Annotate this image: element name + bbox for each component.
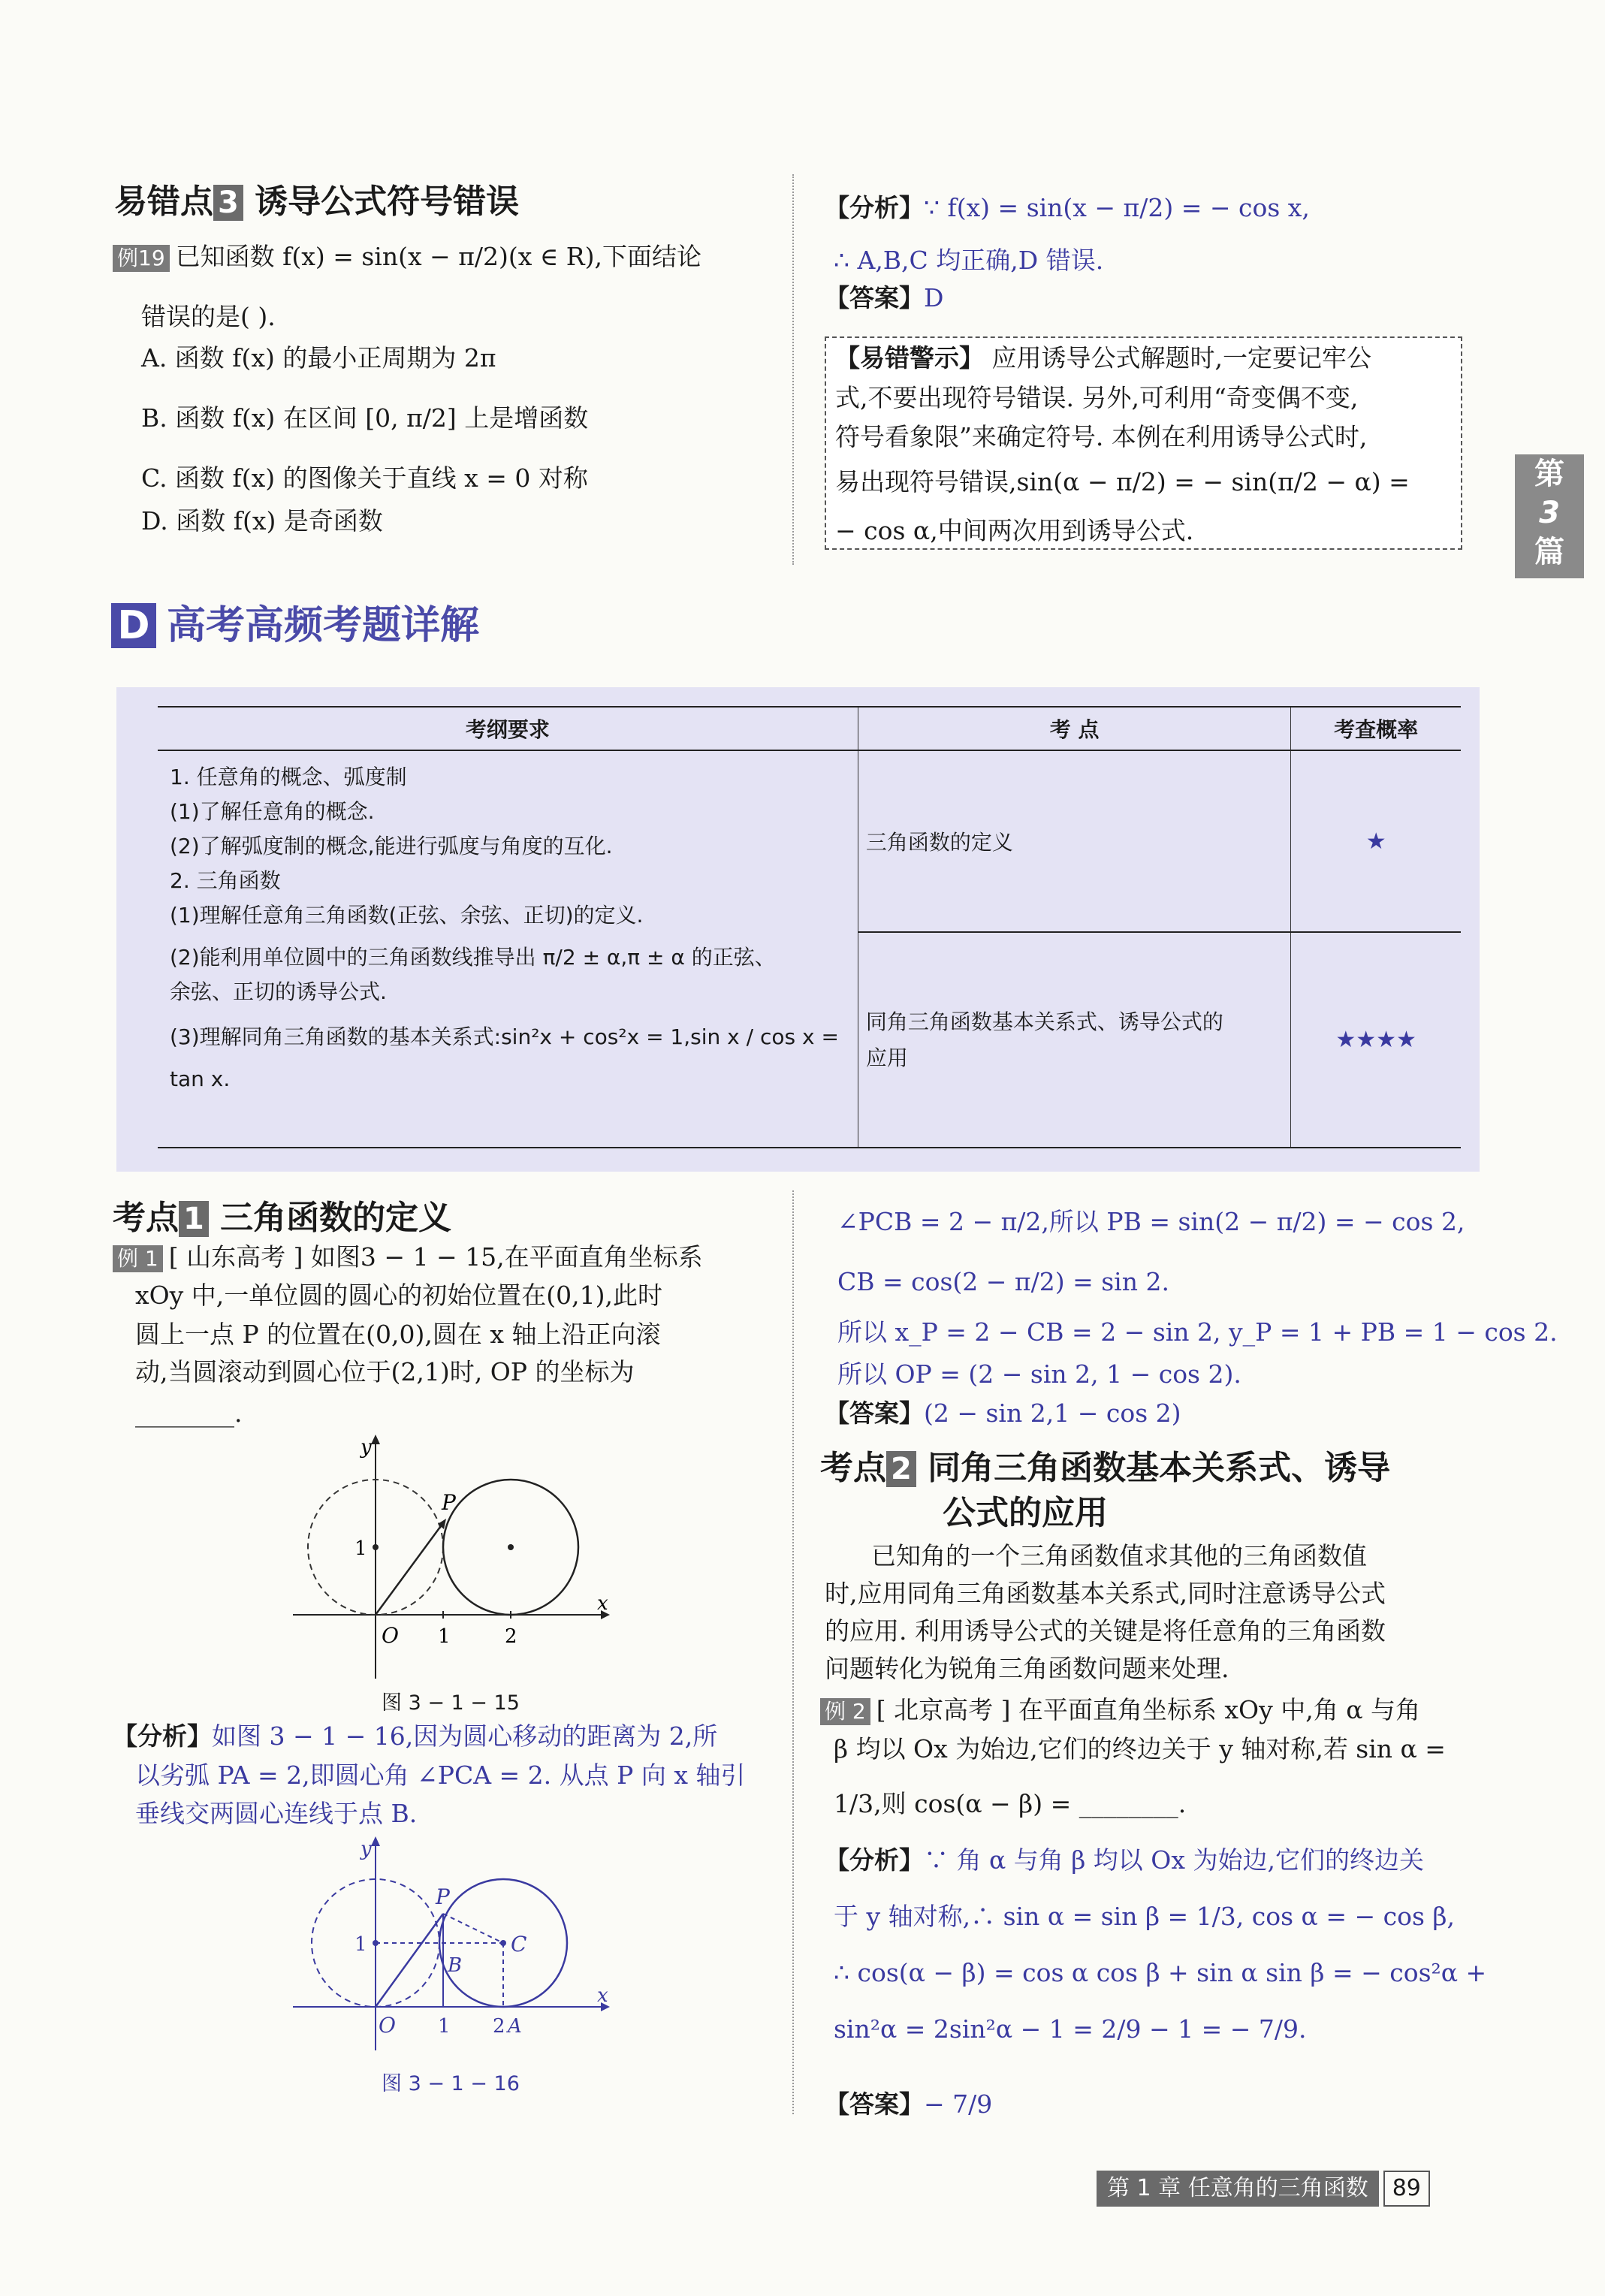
header-requirements: 考纲要求	[158, 707, 858, 750]
example-2-line3: 1/3,则 cos(α − β) = ________.	[834, 1789, 1187, 1818]
label-1-x: 1	[438, 1625, 451, 1648]
key-point-2-title-line1: 同角三角函数基本关系式、诱导	[928, 1449, 1391, 1487]
key-point-1-heading	[113, 1190, 451, 1239]
point-cell-2-line1: 同角三角函数基本关系式、诱导公式的	[865, 1009, 1223, 1034]
section-d-heading	[111, 593, 479, 650]
label-p: P	[442, 1490, 456, 1515]
example-19-tag: 例19	[113, 245, 170, 272]
tip-label: 【易错警示】	[835, 343, 984, 373]
page-footer	[1097, 2171, 1430, 2207]
example-19-option-c: C. 函数 f(x) 的图像关于直线 x = 0 对称	[141, 463, 588, 493]
point-cell-1: 三角函数的定义	[858, 750, 1290, 932]
label-1-y: 1	[354, 1537, 367, 1560]
error-point-heading	[114, 174, 519, 222]
probability-cell-2: ★★★★	[1291, 932, 1461, 1148]
syllabus-table	[158, 706, 1461, 1148]
example-19-analysis-line2: ∴ A,B,C 均正确,D 错误.	[834, 246, 1104, 275]
tip-line4: 易出现符号错误,sin(α − π/2) = − sin(π/2 − α) =	[835, 467, 1410, 496]
example-1-line5: ________.	[135, 1398, 243, 1428]
key-point-1-title: 三角函数的定义	[220, 1199, 452, 1237]
tip-text-1: 应用诱导公式解题时,一定要记牢公	[991, 343, 1371, 373]
example-2-analysis-line1	[825, 1844, 1424, 1877]
example-1-cont-line1: ∠PCB = 2 − π/2,所以 PB = sin(2 − π/2) = − cos 2,	[837, 1207, 1465, 1236]
syllabus-header-row	[158, 707, 1461, 750]
op-segment	[376, 1521, 445, 1615]
example-2-line2: β 均以 Ox 为始边,它们的终边关于 y 轴对称,若 sin α =	[834, 1734, 1446, 1763]
key-point-2-intro-line3: 的应用. 利用诱导公式的关键是将任意角的三角函数	[825, 1616, 1386, 1646]
example-2-answer	[825, 2088, 992, 2121]
label-o: O	[382, 1623, 399, 1648]
example-2-analysis-line4: sin²α = 2sin²α − 1 = 2/9 − 1 = − 7/9.	[834, 2014, 1307, 2044]
answer-label: 【答案】	[825, 283, 924, 312]
answer-label: 【答案】	[825, 2089, 924, 2119]
center-c-dot	[500, 1940, 506, 1946]
answer-value: D	[924, 283, 944, 312]
header-points: 考 点	[858, 707, 1290, 750]
example-19-answer	[825, 282, 943, 315]
figure-3-1-15	[285, 1431, 616, 1679]
example-19-analysis-line1	[825, 192, 1310, 225]
requirement-line: 2. 三角函数	[170, 868, 281, 893]
side-tab-line1: 第	[1534, 457, 1564, 491]
key-point-1-number: 1	[179, 1201, 209, 1237]
example-1-line4: 动,当圆滚动到圆心位于(2,1)时, OP 的坐标为	[135, 1357, 635, 1386]
example-1-tag: 例 1	[113, 1245, 163, 1272]
requirements-cell	[158, 750, 858, 1148]
figure-3-1-16-caption: 图 3 − 1 − 16	[382, 2072, 520, 2095]
y-axis-arrow	[371, 1836, 380, 1846]
analysis-text: 如图 3 − 1 − 16,因为圆心移动的距离为 2,所	[212, 1721, 718, 1751]
requirement-line: (1)理解任意角三角函数(正弦、余弦、正切)的定义.	[170, 903, 644, 928]
example-2-tag: 例 2	[820, 1698, 870, 1725]
example-19-stem-line2: 错误的是( ).	[141, 302, 276, 331]
label-y: y	[361, 1838, 372, 1860]
initial-center-dot	[373, 1940, 379, 1946]
label-p: P	[436, 1884, 450, 1909]
page-number: 89	[1383, 2171, 1430, 2207]
key-point-2-intro-line1: 已知角的一个三角函数值求其他的三角函数值	[871, 1541, 1367, 1570]
requirement-line: 余弦、正切的诱导公式.	[170, 979, 387, 1004]
example-1-cont-line4: 所以 OP = (2 − sin 2, 1 − cos 2).	[837, 1359, 1241, 1389]
key-point-2-heading	[820, 1441, 1390, 1489]
tip-line5: − cos α,中间两次用到诱导公式.	[835, 516, 1194, 545]
example-19-stem	[113, 240, 701, 273]
label-a: A	[508, 2015, 522, 2038]
tip-line1	[835, 342, 1371, 375]
tip-line2: 式,不要出现符号错误. 另外,可利用“奇变偶不变,	[835, 383, 1359, 412]
requirement-line: (2)能利用单位圆中的三角函数线推导出 π/2 ± α,π ± α 的正弦、	[170, 945, 776, 970]
example-1-line2: xOy 中,一单位圆的圆心的初始位置在(0,1),此时	[135, 1281, 663, 1310]
example-1-answer	[825, 1397, 1181, 1430]
label-x: x	[597, 1592, 608, 1615]
key-point-2-intro-line2: 时,应用同角三角函数基本关系式,同时注意诱导公式	[825, 1579, 1386, 1608]
pc-segment	[443, 1914, 503, 1943]
op-segment	[376, 1914, 443, 2007]
column-divider-top	[792, 174, 794, 565]
example-1-cont-line3: 所以 x_P = 2 − CB = 2 − sin 2, y_P = 1 + PB = 1 − cos 2.	[837, 1317, 1558, 1347]
section-d-box: D	[111, 603, 156, 648]
example-1-line1	[113, 1241, 703, 1274]
example-2-line1	[820, 1694, 1420, 1727]
label-1-x: 1	[438, 2015, 451, 2038]
key-point-2-title-line2: 公式的应用	[943, 1494, 1108, 1532]
requirement-line: tan x.	[170, 1067, 231, 1091]
side-tab-line2: 3	[1539, 496, 1560, 530]
example-2-analysis-line2: 于 y 轴对称,∴ sin α = sin β = 1/3, cos α = − cos β,	[834, 1902, 1455, 1931]
example-2-analysis-line3: ∴ cos(α − β) = cos α cos β + sin α sin β = − cos²α +	[834, 1958, 1487, 1987]
example-1-cont-line2: CB = cos(2 − π/2) = sin 2.	[837, 1267, 1169, 1296]
analysis-label: 【分析】	[825, 1845, 924, 1875]
y-axis-arrow	[371, 1435, 380, 1444]
label-c: C	[511, 1932, 527, 1957]
point-cell-2-line2: 应用	[865, 1045, 908, 1070]
answer-label: 【答案】	[825, 1398, 924, 1428]
analysis-text: ∵ 角 α 与角 β 均以 Ox 为始边,它们的终边关	[924, 1845, 1424, 1875]
syllabus-row	[158, 750, 1461, 932]
label-x: x	[597, 1984, 608, 2007]
figure-3-1-15-caption: 图 3 − 1 − 15	[382, 1691, 520, 1715]
example-1-analysis-line3: 垂线交两圆心连线于点 B.	[135, 1799, 418, 1828]
side-tab-line3: 篇	[1534, 535, 1564, 569]
example-1-analysis-line2: 以劣弧 PA = 2,即圆心角 ∠PCA = 2. 从点 P 向 x 轴引	[135, 1760, 746, 1790]
label-b: B	[448, 1954, 463, 1977]
example-2-text-1: [ 北京高考 ] 在平面直角坐标系 xOy 中,角 α 与角	[876, 1695, 1420, 1724]
label-1-y: 1	[354, 1933, 367, 1956]
rolled-center-dot	[508, 1544, 514, 1550]
example-1-line3: 圆上一点 P 的位置在(0,0),圆在 x 轴上沿正向滚	[135, 1320, 661, 1349]
error-point-number: 3	[213, 185, 243, 221]
analysis-label: 【分析】	[113, 1721, 212, 1751]
example-1-analysis-line1	[113, 1720, 717, 1753]
requirement-line: (3)理解同角三角函数的基本关系式:sin²x + cos²x = 1,sin x / cos x =	[170, 1024, 839, 1049]
requirement-line: (1)了解任意角的概念.	[170, 799, 375, 824]
key-point-2-number: 2	[886, 1451, 916, 1487]
initial-center-dot	[373, 1544, 379, 1550]
label-y: y	[361, 1436, 372, 1459]
example-19-option-b: B. 函数 f(x) 在区间 [0, π/2] 上是增函数	[141, 403, 589, 433]
analysis-label: 【分析】	[825, 193, 924, 222]
requirement-line: (2)了解弧度制的概念,能进行弧度与角度的互化.	[170, 834, 613, 858]
label-2-x: 2	[493, 2015, 505, 2038]
answer-value: − 7/9	[924, 2089, 993, 2119]
analysis-text: ∵ f(x) = sin(x − π/2) = − cos x,	[924, 193, 1310, 222]
key-point-2-prefix: 考点	[820, 1449, 886, 1487]
key-point-2-intro-line4: 问题转化为锐角三角函数问题来处理.	[825, 1654, 1229, 1683]
chapter-label: 第 1 章 任意角的三角函数	[1097, 2171, 1379, 2207]
error-point-prefix: 易错点	[114, 183, 213, 221]
label-o: O	[379, 2013, 396, 2038]
error-point-title: 诱导公式符号错误	[255, 183, 520, 221]
point-cell-2	[858, 932, 1290, 1148]
answer-value: (2 − sin 2,1 − cos 2)	[924, 1398, 1181, 1428]
example-19-stem-line1: 已知函数 f(x) = sin(x − π/2)(x ∈ R),下面结论	[175, 242, 701, 271]
part-side-tab	[1515, 454, 1584, 578]
probability-cell-1: ★	[1291, 750, 1461, 932]
header-probability: 考查概率	[1291, 707, 1461, 750]
figure-3-1-16	[285, 1833, 616, 2058]
requirement-line: 1. 任意角的概念、弧度制	[170, 765, 407, 789]
section-d-title: 高考高频考题详解	[167, 603, 480, 648]
example-19-option-a: A. 函数 f(x) 的最小正周期为 2π	[141, 343, 496, 373]
tip-line3: 符号看象限”来确定符号. 本例在利用诱导公式时,	[835, 422, 1368, 451]
key-point-1-prefix: 考点	[113, 1199, 179, 1237]
label-2-x: 2	[505, 1625, 517, 1648]
column-divider-bottom	[792, 1190, 794, 2114]
example-19-option-d: D. 函数 f(x) 是奇函数	[141, 506, 383, 536]
example-1-text-1: [ 山东高考 ] 如图3 − 1 − 15,在平面直角坐标系	[168, 1242, 703, 1272]
